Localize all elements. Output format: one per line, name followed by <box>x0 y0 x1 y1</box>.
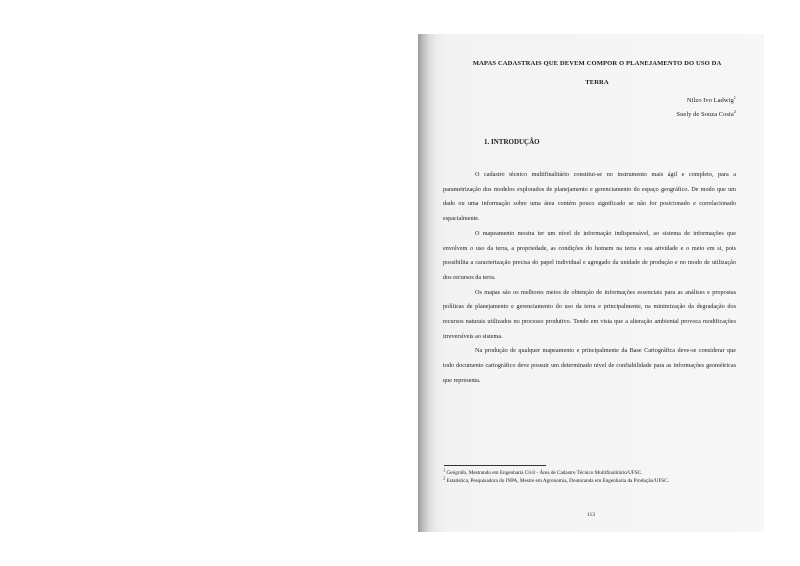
scanned-page <box>418 34 764 532</box>
footnote-mark: 2 <box>443 474 446 480</box>
document-title-line-2: TERRA <box>585 79 609 86</box>
author-1 <box>686 94 736 104</box>
footnote-text: Geógrafo, Mestrando em Engenharia Civil - Área de Cadastro Técnico Multifinalitário/UFSC. <box>446 470 643 476</box>
footnotes <box>443 467 733 485</box>
footnote-mark: 1 <box>443 467 446 473</box>
author-footnote-mark: 1 <box>733 94 736 100</box>
page-number: 113 <box>586 512 596 518</box>
section-heading: 1. INTRODUÇÃO <box>484 138 540 146</box>
author-name: Nilzo Ivo Ladwig <box>686 97 734 104</box>
author-footnote-mark: 2 <box>733 108 736 114</box>
paragraph-2: O mapeamento mostra ter um nível de informação indispensável, ao sistema de informações que envolvem o uso da terra, a propriedade, as condições do homem na terra e sua atividade e o meio em si, pois possibilita a caracterização precisa do papel individual e agregado da unidade de produção e no modo de utilização dos recursos da terra. <box>443 229 736 281</box>
paragraph-1: O cadastro técnico multifinalitário constitui-se no instrumento mais ágil e completo, para a parametrização dos modelos explorados de planejamento e gerenciamento do espaço geográfico. De modo que um dado ou uma informação sobre uma área contém pouco significado se não for posicionado e correlacionado espacialmente. <box>443 171 736 223</box>
document-title-line-1: MAPAS CADASTRAIS QUE DEVEM COMPOR O PLANEJAMENTO DO USO DA <box>472 60 722 67</box>
footnote-1 <box>443 467 733 478</box>
document-page <box>418 34 764 532</box>
footnote-text: Estatística, Pesquisadora do INPA, Mestre em Agronomia, Doutoranda em Engenharia da Produção/UFSC. <box>446 477 669 484</box>
paragraph-4: Na produção de qualquer mapeamento e principalmente da Base Cartográfica deve-se considerar que todo documento cartográfico deve possuir um determinado nível de confiabilidade para as informações geométricas que representa. <box>443 347 736 384</box>
author-2 <box>676 108 736 118</box>
footnote-2 <box>443 474 733 486</box>
body-text <box>443 168 736 389</box>
author-name: Suely de Souza Costa <box>676 111 734 118</box>
paragraph-3: Os mapas são os melhores meios de obtenção de informações essenciais para as análises e propostas políticas de planejamento e gerenciamento do uso da terra e principalmente, na minimização da degradação dos recursos naturais utilizados no processo produtivo. Tendo em vista que a alteração ambiental provoca modificações irreversíveis ao sistema. <box>443 288 736 340</box>
footnote-separator <box>444 465 546 466</box>
